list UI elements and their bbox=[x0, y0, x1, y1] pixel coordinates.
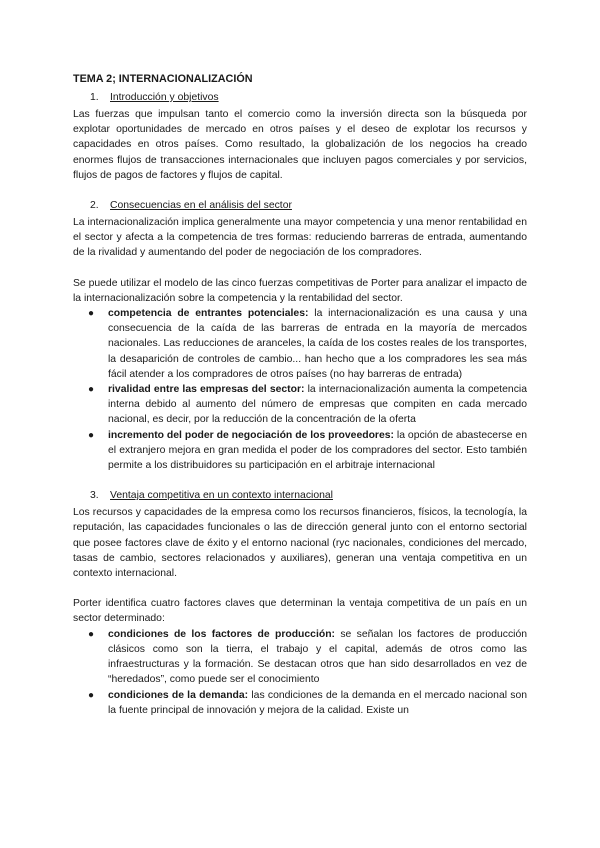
bullet-icon: ● bbox=[88, 429, 95, 441]
list-item bbox=[73, 428, 527, 474]
section-title: Introducción y objetivos bbox=[110, 92, 219, 103]
paragraph: Porter identifica cuatro factores claves que determinan la ventaja competitiva de un país en un sector determinado: bbox=[73, 598, 527, 625]
paragraph: La internacionalización implica generalmente una mayor competencia y una menor rentabilidad en el sector y afecta a la competencia de tres formas: reduciendo barreras de entrada, aumentando de la rivalidad y aumentando del poder de negociación de los compradores. bbox=[73, 217, 527, 259]
section-title: Ventaja competitiva en un contexto internacional bbox=[110, 490, 333, 502]
list-item-text: la opción de abastecerse en el extranjero mejora en gran medida el poder de los compradores del sector. Esto también permite a los distribuidores su participación en el arbitraje internacional bbox=[108, 429, 527, 472]
bullet-icon: ● bbox=[88, 628, 95, 640]
document-title: TEMA 2; INTERNACIONALIZACIÓN bbox=[73, 73, 253, 85]
bullet-icon: ● bbox=[88, 308, 95, 320]
list-item-text: se señalan los factores de producción clásicos como son la tierra, el trabajo y el capital, además de otros como las infraestructuras y la formación. Se destacan otros que han sido desarrollados en vez de “heredados”, como puede ser el conocimiento bbox=[108, 628, 528, 686]
list-item-text: la internacionalización aumenta la competencia interna debido al aumento del número de empresas que compiten en cada mercado nacional, es decir, por la reducción de la concentración de la oferta bbox=[108, 384, 527, 426]
list-item bbox=[73, 382, 527, 428]
list-item-term: competencia de entrantes potenciales: bbox=[108, 308, 309, 320]
section-heading-1 bbox=[90, 90, 527, 105]
section-title: Consecuencias en el análisis del sector bbox=[110, 200, 292, 212]
bullet-list bbox=[73, 306, 527, 473]
paragraph: Se puede utilizar el modelo de las cinco fuerzas competitivas de Porter para analizar el impacto de la internacionalización sobre la competencia y la rentabilidad del sector. bbox=[73, 277, 527, 304]
list-item-text: la internacionalización es una causa y una consecuencia de la caída de las barreras de entrada en la mayoría de mercados nacionales. Las reducciones de aranceles, la caída de los costes reales de los transportes, la desaparición de controles de cambio... han hecho que a los compradores les sea más fácil atender a los compradores de otros países (no hay barreras de entrada) bbox=[108, 308, 527, 380]
list-item-term: condiciones de los factores de producción: bbox=[108, 628, 336, 640]
paragraph: Los recursos y capacidades de la empresa como los recursos financieros, físicos, la tecnología, la reputación, las capacidades funcionales o las de dirección general junto con el entorno sectorial que posee factores clave de éxito y el entorno nacional (ryc nacionales, condiciones del mercado, tasas de cambio, sectores relacionados y auxiliares), generan una ventaja competitiva en un contexto internacional. bbox=[73, 507, 527, 580]
list-item bbox=[73, 688, 527, 718]
section-heading-2 bbox=[90, 198, 527, 213]
section-number: 3. bbox=[90, 490, 99, 502]
document-content bbox=[73, 72, 527, 718]
bullet-icon: ● bbox=[88, 384, 95, 396]
list-item-term: incremento del poder de negociación de los proveedores: bbox=[108, 429, 394, 441]
section-number: 2. bbox=[90, 200, 99, 212]
list-item bbox=[73, 627, 527, 688]
list-item bbox=[73, 306, 527, 382]
list-item-text: las condiciones de la demanda en el mercado nacional son la fuente principal de innovación y mejora de la calidad. Existe un bbox=[108, 689, 528, 716]
section-number: 1. bbox=[90, 92, 99, 103]
list-item-term: rivalidad entre las empresas del sector: bbox=[108, 384, 305, 396]
bullet-list bbox=[73, 627, 527, 718]
list-item-term: condiciones de la demanda: bbox=[108, 689, 249, 701]
paragraph: Las fuerzas que impulsan tanto el comercio como la inversión directa son la búsqueda por explotar oportunidades de mercado en otros países y el deseo de explotar los recursos y capacidades en otros países. Como resultado, la globalización de los negocios ha creado enormes flujos de transacciones internacionales que incluyen pagos comerciales y por servicios, flujos de pagos de factores y flujos de capital. bbox=[73, 109, 527, 181]
bullet-icon: ● bbox=[88, 689, 95, 701]
section-heading-3 bbox=[90, 488, 527, 503]
